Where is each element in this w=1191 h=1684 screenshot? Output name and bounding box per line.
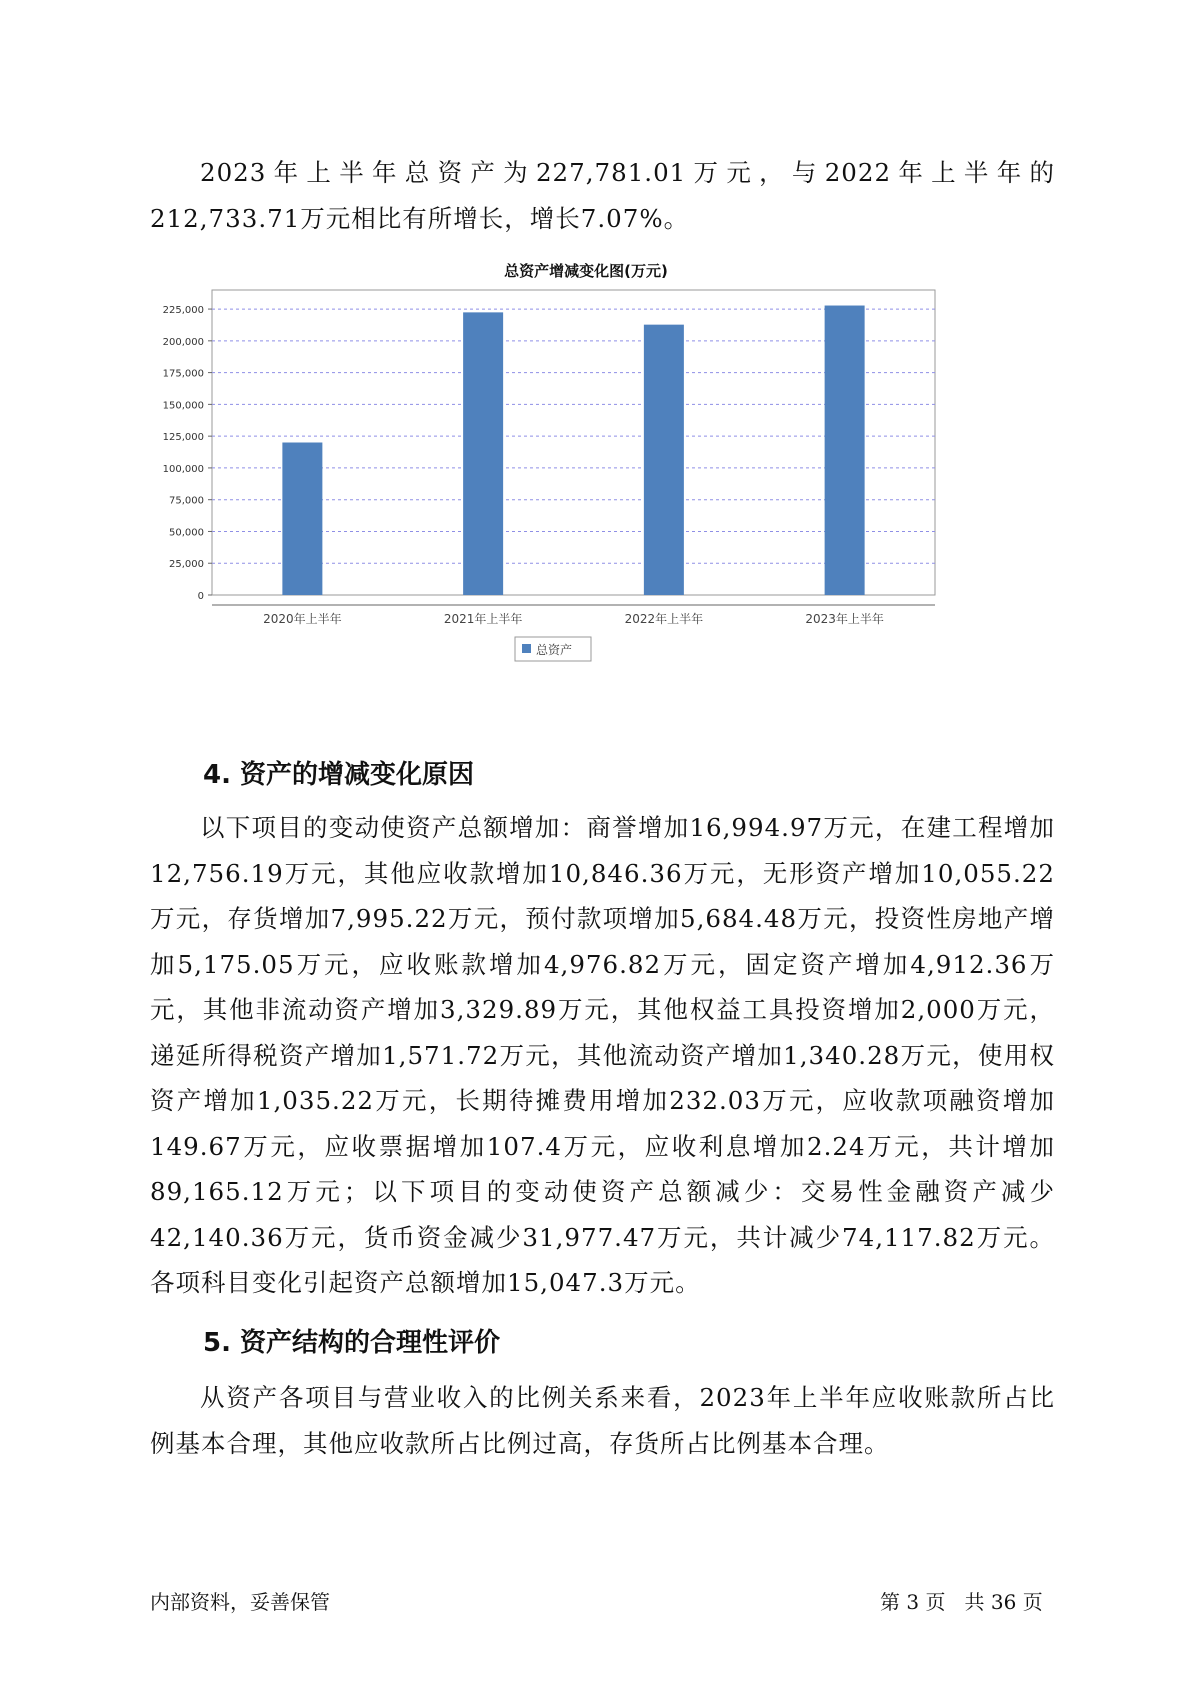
footer-current-page: 第 3 页 — [880, 1590, 946, 1614]
paragraph-structure-evaluation: 从资产各项目与营业收入的比例关系来看，2023年上半年应收账款所占比例基本合理，其他应收款所占比例过高，存货所占比例基本合理。 — [150, 1383, 1055, 1458]
y-tick-label: 225,000 — [162, 305, 204, 317]
chart-legend — [515, 637, 591, 661]
y-tick-label: 25,000 — [169, 559, 204, 571]
x-tick-label: 2021年上半年 — [443, 612, 523, 626]
y-tick-label: 150,000 — [162, 400, 204, 412]
legend-swatch — [522, 644, 531, 653]
bar — [825, 306, 865, 595]
bar — [644, 325, 684, 595]
y-tick-label: 200,000 — [162, 336, 204, 348]
paragraph-change-reasons: 以下项目的变动使资产总额增加：商誉增加16,994.97万元，在建工程增加12,756.19万元，其他应收款增加10,846.36万元，无形资产增加10,055.22万元，存货增加7,995.22万元，预付款项增加5,684.48万元，投资性房地产增加5,175.05万元，应收账款增加4,976.82万元，固定资产增加4,912.36万元，其他非流动资产增加3,329.89万元，其他权益工具投资增加2,000万元，递延所得税资产增加1,571.72万元，其他流动资产增加1,340.28万元，使用权资产增加1,035.22万元，长期待摊费用增加232.03万元，应收款项融资增加149.67万元，应收票据增加107.4万元，应收利息增加2.24万元，共计增加89,165.12万元；以下项目的变动使资产总额减少：交易性金融资产减少42,140.36万元，货币资金减少31,977.47万元，共计减少74,117.82万元。各项科目变化引起资产总额增加15,047.3万元。 — [150, 813, 1055, 1297]
footer-total-pages: 共 36 页 — [964, 1590, 1043, 1614]
total-assets-bar-chart — [150, 262, 1030, 722]
y-tick-label: 175,000 — [162, 368, 204, 380]
bar — [463, 312, 503, 595]
x-tick-label: 2023年上半年 — [805, 612, 884, 626]
y-tick-label: 50,000 — [169, 527, 204, 539]
section-heading-4: 4. 资产的增减变化原因 — [203, 760, 475, 790]
legend-label: 总资产 — [536, 643, 573, 657]
bar — [282, 443, 322, 596]
y-tick-label: 125,000 — [162, 432, 204, 444]
x-tick-label: 2022年上半年 — [624, 612, 704, 626]
y-tick-label: 75,000 — [169, 495, 204, 507]
section-heading-5: 5. 资产结构的合理性评价 — [203, 1328, 501, 1358]
chart-title: 总资产增减变化图(万元) — [504, 262, 668, 280]
x-tick-label: 2020年上半年 — [263, 612, 342, 626]
footer-page-number — [880, 1588, 1043, 1616]
paragraph-total-assets: 2023年上半年总资产为227,781.01万元，与2022年上半年的212,733.71万元相比有所增长，增长7.07%。 — [150, 158, 1055, 233]
y-tick-label: 100,000 — [162, 463, 204, 475]
plot-area — [163, 290, 935, 626]
y-tick-label: 0 — [197, 591, 204, 602]
footer-confidential-note: 内部资料，妥善保管 — [150, 1590, 330, 1614]
